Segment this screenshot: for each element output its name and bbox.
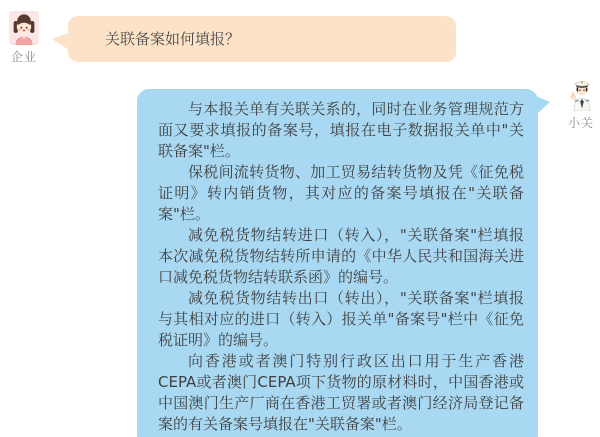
answer-paragraph: 与本报关单有关联关系的，同时在业务管理规范方面又要求填报的备案号，填报在电子数据报关单中"关联备案"栏。 xyxy=(158,100,524,160)
enterprise-avatar xyxy=(7,11,41,65)
question-text: 关联备案如何填报？ xyxy=(105,30,241,48)
answer-paragraph: 保税间流转货物、加工贸易结转货物及凭《征免税证明》转内销货物，其对应的备案号填报在"关联备案"栏。 xyxy=(158,163,524,223)
answer-bubble xyxy=(137,89,538,437)
answer-paragraph: 向香港或者澳门特别行政区出口用于生产香港CEPA或者澳门CEPA项下货物的原材料时，中国香港或中国澳门生产厂商在香港工贸署或者澳门经济局登记备案的有关备案号填报在"关联备案"栏。 xyxy=(158,352,524,433)
woman-avatar-icon xyxy=(9,11,39,45)
customs-officer-avatar-icon xyxy=(566,77,596,111)
assistant-label: 小关 xyxy=(567,116,594,130)
answer-paragraph: 减免税货物结转出口（转出），"关联备案"栏填报与其相对应的进口（转入）报关单"备案号"栏中《征免税证明》的编号。 xyxy=(158,289,524,349)
enterprise-label: 企业 xyxy=(10,50,37,64)
question-bubble xyxy=(68,16,456,62)
answer-paragraph: 减免税货物结转进口（转入），"关联备案"栏填报本次减免税货物结转所申请的《中华人民共和国海关进口减免税货物结转联系函》的编号。 xyxy=(158,226,524,286)
assistant-avatar xyxy=(564,77,598,131)
